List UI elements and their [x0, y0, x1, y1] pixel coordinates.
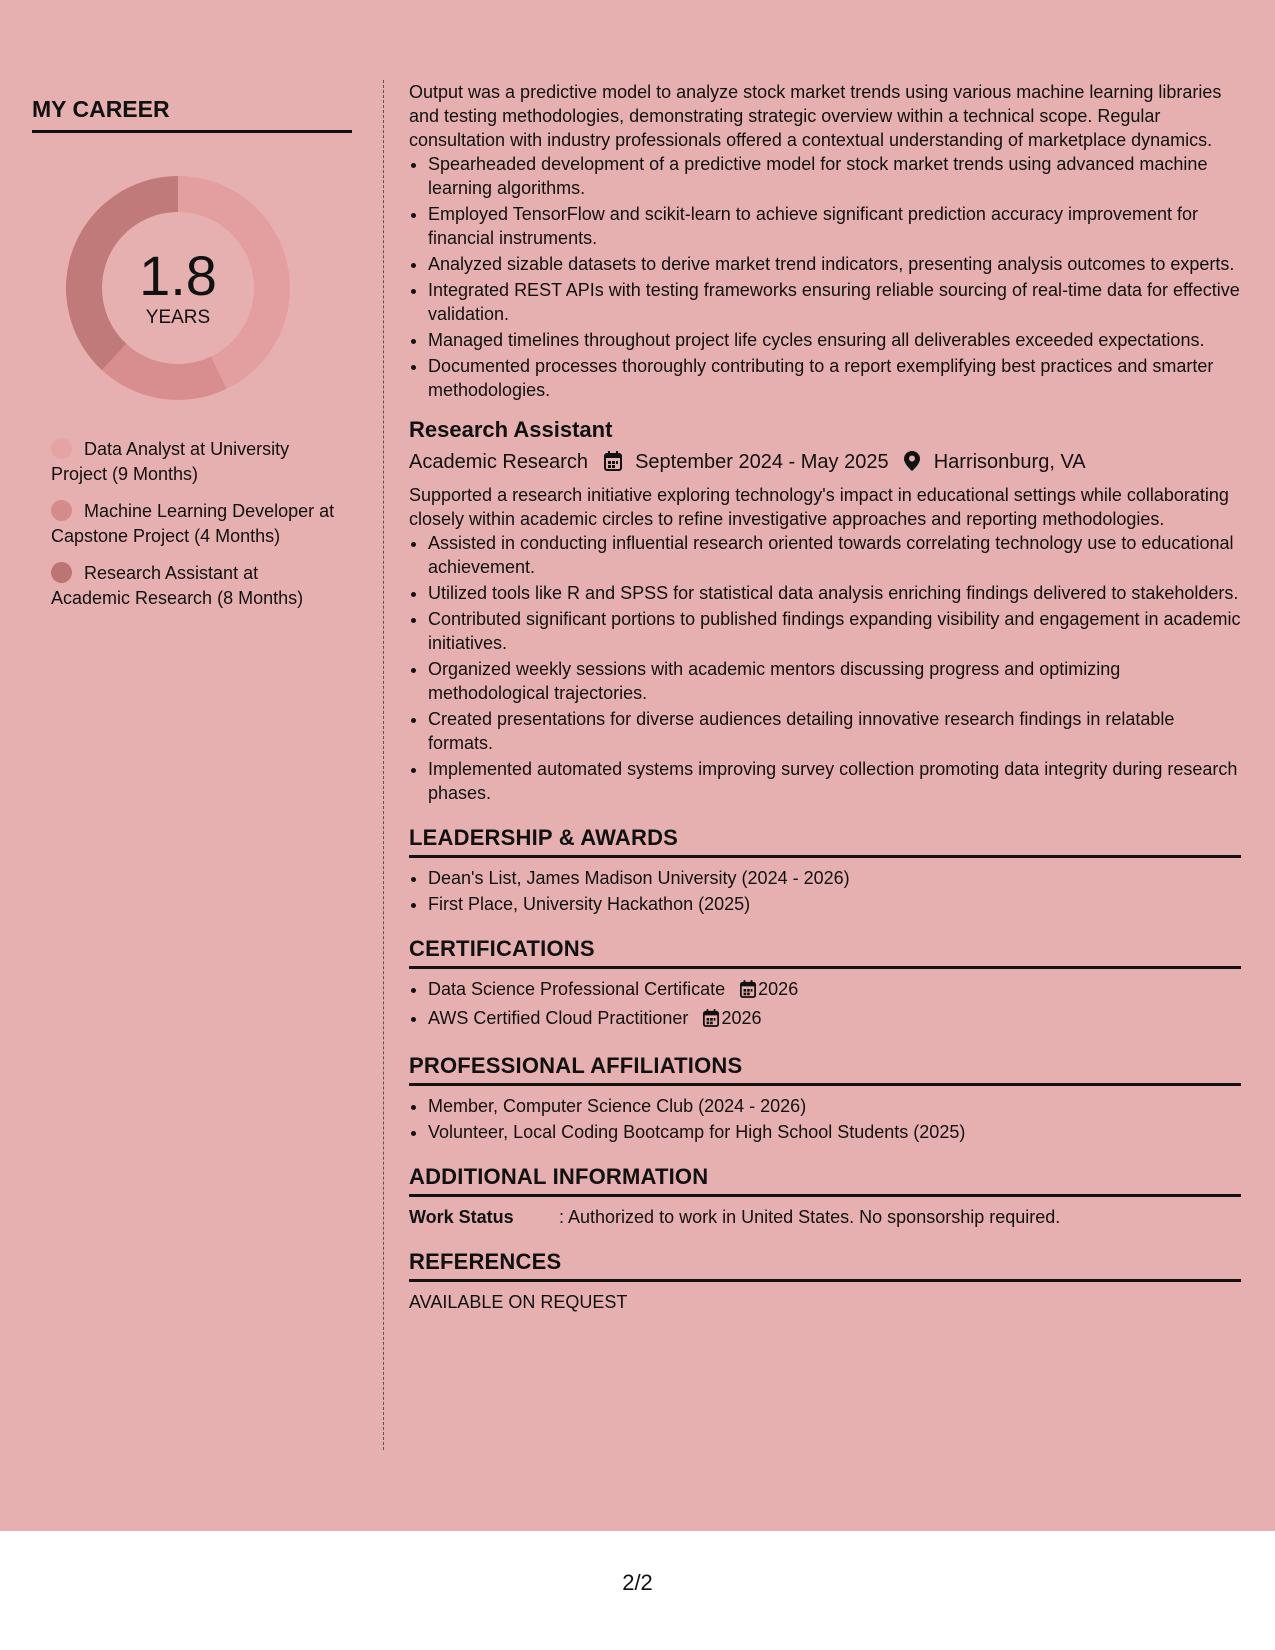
legend-text: Data Analyst at University Project (9 Months) [51, 439, 290, 484]
job-organization: Academic Research [409, 451, 588, 473]
calendar-icon [703, 1009, 719, 1033]
work-status-value: : Authorized to work in United States. No sponsorship required. [559, 1207, 1061, 1227]
section-title-leadership: LEADERSHIP & AWARDS [409, 823, 1241, 858]
list-item: • Created presentations for diverse audiences detailing innovative research findings in relatable formats. [428, 707, 1241, 755]
donut-unit: YEARS [145, 307, 211, 328]
list-item: • Contributed significant portions to published findings expanding visibility and engagement in academic initiatives. [428, 607, 1241, 655]
list-item: • Analyzed sizable datasets to derive market trend indicators, presenting analysis outcomes to experts. [428, 252, 1241, 276]
list-item: • Dean's List, James Madison University (2024 - 2026) [428, 866, 1241, 890]
legend-dot [51, 562, 72, 583]
legend-dot [51, 500, 72, 521]
list-item: • Assisted in conducting influential research oriented towards correlating technology use to educational achievement. [428, 531, 1241, 579]
job-bullets [409, 152, 1241, 402]
section-title-certifications: CERTIFICATIONS [409, 934, 1241, 969]
list-item: • First Place, University Hackathon (2025) [428, 892, 1241, 916]
section-title-references: REFERENCES [409, 1247, 1241, 1282]
job-summary: Supported a research initiative exploring technology's impact in educational settings while collaborating closely within academic circles to refine investigative approaches and reporting methodologies. [409, 485, 1229, 529]
leadership-list [409, 866, 1241, 916]
affiliations-list [409, 1094, 1241, 1144]
list-item: • Spearheaded development of a predictive model for stock market trends using advanced machine learning algorithms. [428, 152, 1241, 200]
list-item: • Implemented automated systems improving survey collection promoting data integrity during research phases. [428, 757, 1241, 805]
certifications-list [409, 977, 1241, 1033]
certification-date [693, 1008, 761, 1028]
section-title-affiliations: PROFESSIONAL AFFILIATIONS [409, 1051, 1241, 1086]
legend-text: Machine Learning Developer at Capstone Project (4 Months) [51, 501, 335, 546]
list-item [428, 1006, 1241, 1033]
career-legend [51, 437, 341, 623]
list-item: • Documented processes thoroughly contributing to a report exemplifying best practices and smarter methodologies. [428, 354, 1241, 402]
list-item: • Integrated REST APIs with testing frameworks ensuring reliable sourcing of real-time data for effective validation. [428, 278, 1241, 326]
section-title-additional-info: ADDITIONAL INFORMATION [409, 1162, 1241, 1197]
legend-item [51, 499, 341, 549]
job-summary: Output was a predictive model to analyze stock market trends using various machine learning libraries and testing methodologies, demonstrating strategic overview within a technical scope. Regular consultation with industry professionals offered a contextual understanding of marketplace dynamics. [409, 82, 1222, 150]
list-item: • Organized weekly sessions with academic mentors discussing progress and optimizing methodological trajectories. [428, 657, 1241, 705]
calendar-icon [604, 451, 622, 479]
legend-item [51, 561, 341, 611]
career-donut-chart [66, 176, 290, 400]
legend-dot [51, 438, 72, 459]
certification-year: 2026 [721, 1008, 762, 1028]
list-item: • Utilized tools like R and SPSS for statistical data analysis enriching findings delivered to stakeholders. [428, 581, 1241, 605]
job-dates: September 2024 - May 2025 [635, 451, 889, 473]
certification-date [730, 979, 798, 999]
donut-value: 1.8 [139, 244, 217, 307]
list-item: • Member, Computer Science Club (2024 - 2026) [428, 1094, 1241, 1118]
calendar-icon [740, 980, 756, 1004]
job-location: Harrisonburg, VA [933, 451, 1086, 473]
job-meta [409, 448, 1241, 479]
job-title: Research Assistant [409, 417, 613, 442]
certification-name: AWS Certified Cloud Practitioner [428, 1008, 689, 1028]
list-item: • Managed timelines throughout project life cycles ensuring all deliverables exceeded expectations. [428, 328, 1241, 352]
references-text: AVAILABLE ON REQUEST [409, 1292, 628, 1312]
column-divider [383, 80, 384, 1450]
list-item: • Volunteer, Local Coding Bootcamp for High School Students (2025) [428, 1120, 1241, 1144]
certification-year: 2026 [758, 979, 799, 999]
legend-item [51, 437, 341, 487]
work-status-label: Work Status [409, 1207, 514, 1227]
certification-name: Data Science Professional Certificate [428, 979, 726, 999]
main-content [409, 80, 1241, 1314]
career-sidebar [32, 92, 352, 608]
work-status-row [409, 1205, 1241, 1229]
donut-segment [102, 344, 227, 400]
job-bullets [409, 531, 1241, 805]
location-pin-icon [904, 451, 920, 479]
career-title: MY CAREER [32, 92, 352, 133]
legend-text: Research Assistant at Academic Research (8 Months) [51, 563, 304, 608]
list-item: • Employed TensorFlow and scikit-learn to achieve significant prediction accuracy improvement for financial instruments. [428, 202, 1241, 250]
list-item [428, 977, 1241, 1004]
page-number: 2/2 [622, 1570, 653, 1595]
